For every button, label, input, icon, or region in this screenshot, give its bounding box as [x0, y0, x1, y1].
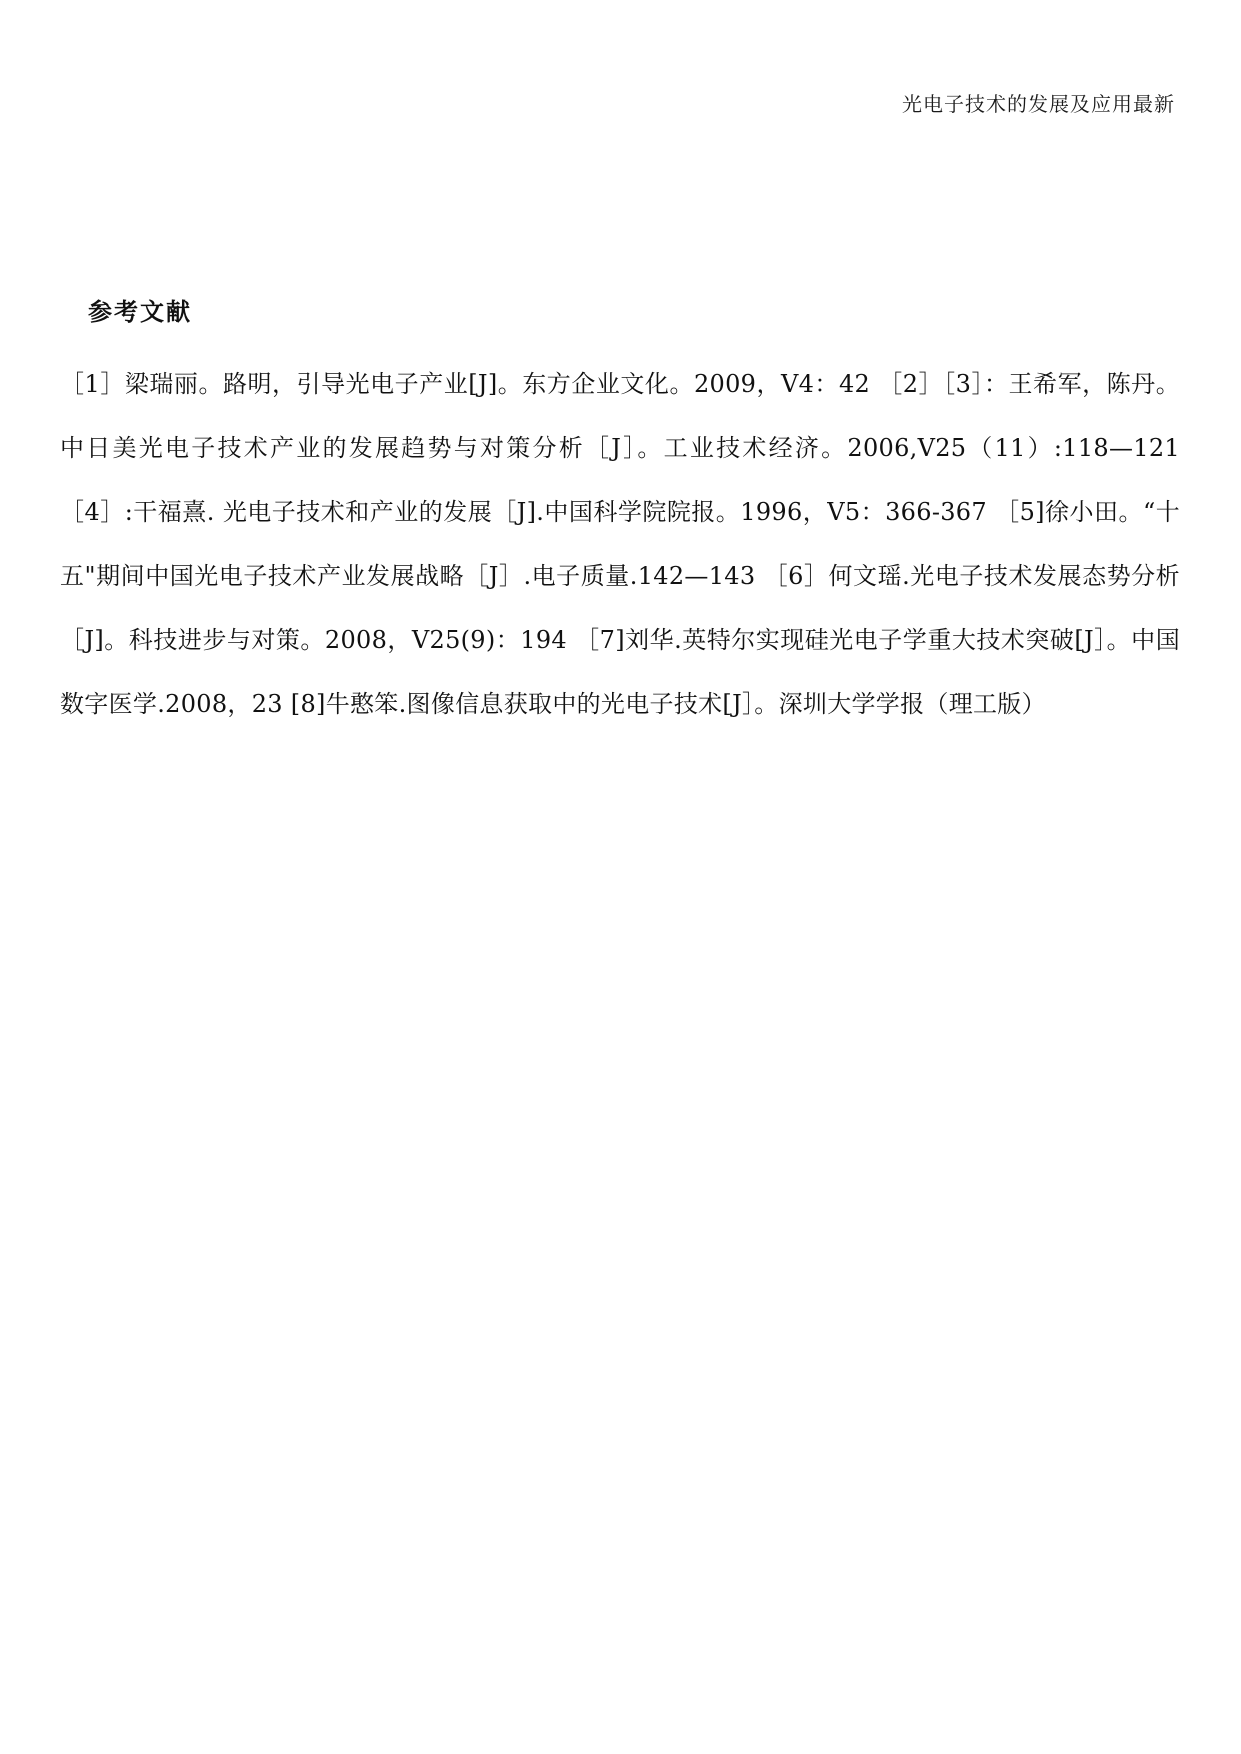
reference-item-6: ［6］何文瑶.光电子技术发展态势分析［J]。科技进步与对策。2008，V25(9)：194 — [60, 562, 1180, 654]
section-title: 参考文献 — [88, 297, 192, 326]
reference-item-1: ［1］梁瑞丽。路明，引导光电子产业[J]。东方企业文化。2009，V4：42 — [60, 370, 871, 398]
reference-item-7: ［7]刘华.英特尔实现硅光电子学重大技术突破[J］。中国数字医学.2008，23 — [60, 626, 1180, 718]
reference-item-4: ［4］:干福熹. 光电子技术和产业的发展［J].中国科学院院报。1996，V5：366-367 — [60, 498, 987, 526]
reference-list — [60, 352, 1180, 736]
running-header: 光电子技术的发展及应用最新 — [902, 92, 1175, 116]
reference-item-5: ［5]徐小田。“十五"期间中国光电子技术产业发展战略［J］.电子质量.142—143 — [60, 498, 1180, 590]
reference-item-2-3: ［2］［3］：王希军，陈丹。中日美光电子技术产业的发展趋势与对策分析［J］。工业技术经济。2006,V25（11）:118—121 — [60, 370, 1180, 462]
reference-item-8: [8]牛憨笨.图像信息获取中的光电子技术[J］。深圳大学学报（理工版） — [290, 690, 1046, 718]
